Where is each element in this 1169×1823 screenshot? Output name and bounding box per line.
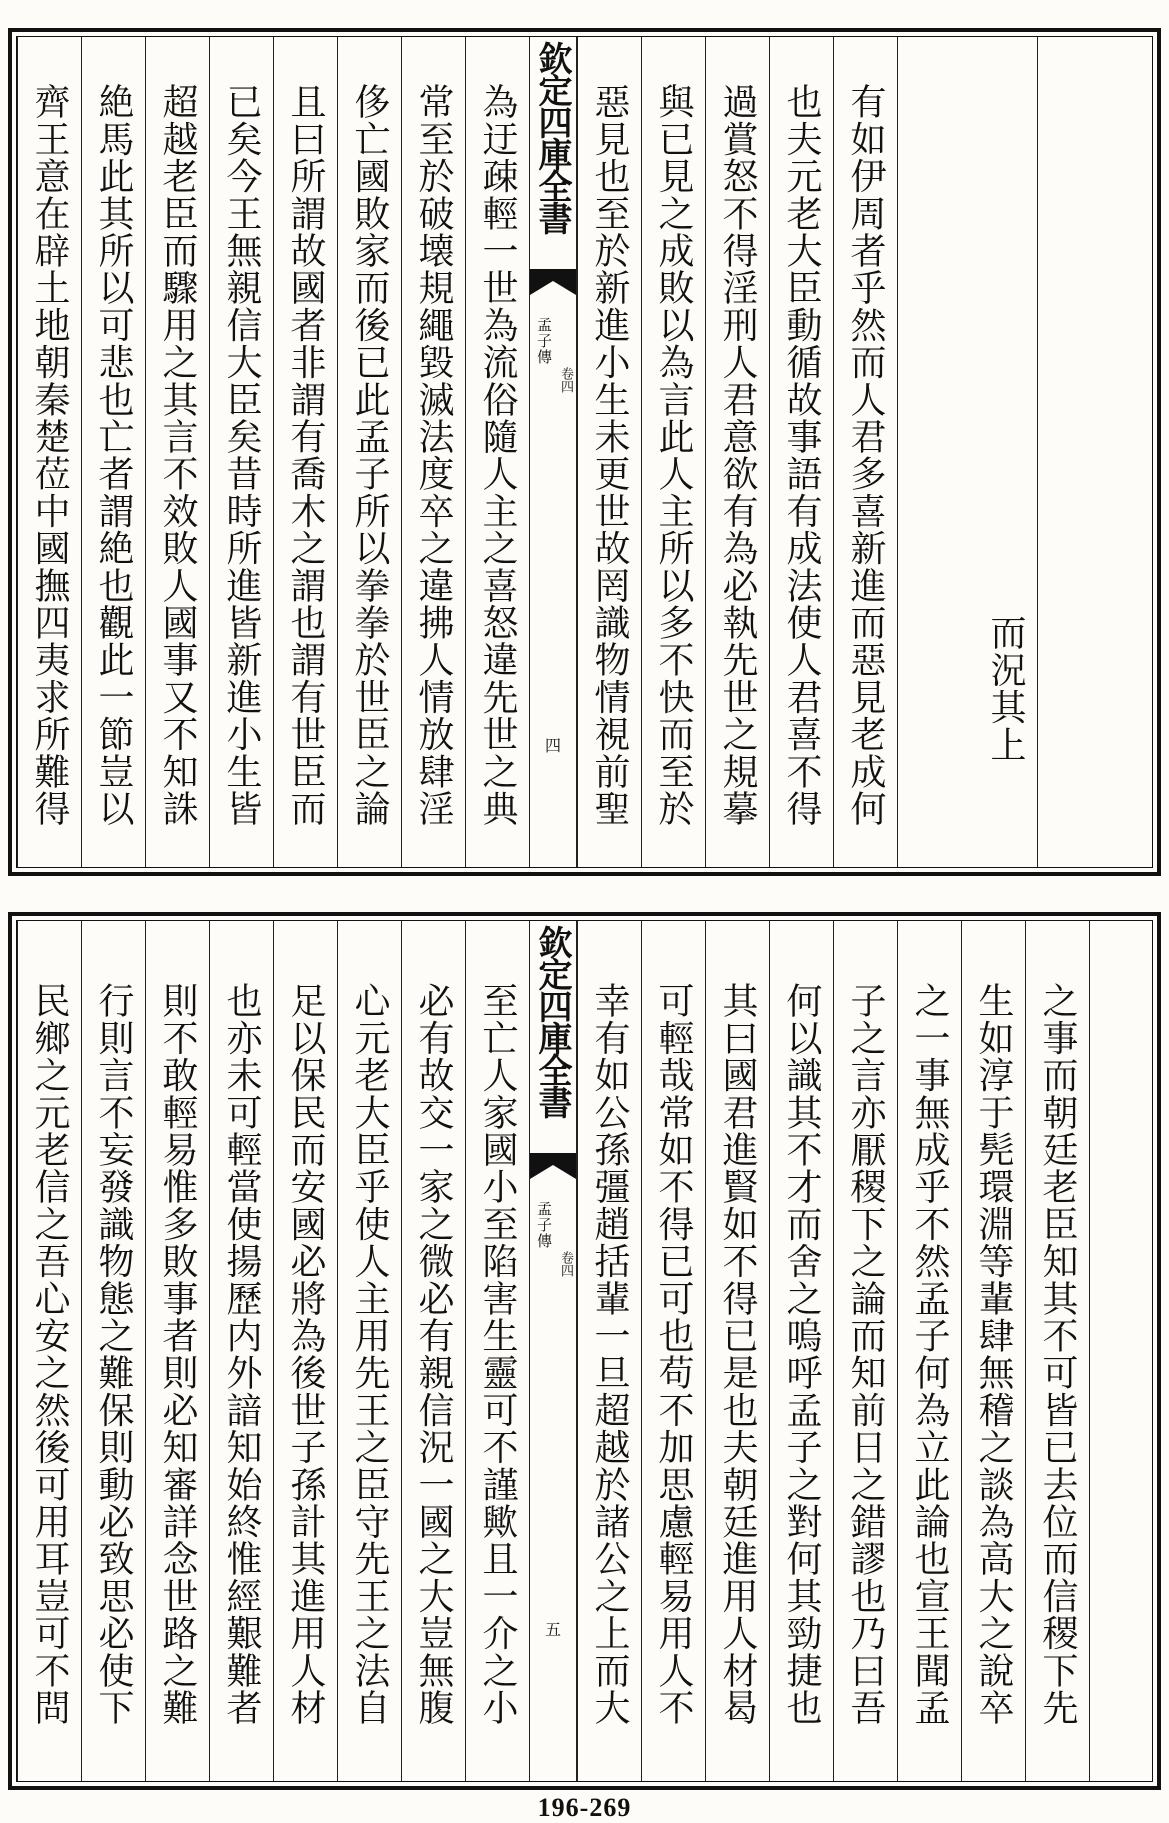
column-text: 惡見也至於新進小生未更世故罔識物情視前聖 (589, 83, 630, 827)
column-text: 為迂疎輕一世為流俗隨人主之喜怒違先世之典 (477, 83, 518, 827)
text-column (81, 921, 145, 1781)
column-text: 常至於破壊規繩毀滅法度卒之違拂人情放肆淫 (413, 83, 454, 827)
text-column (209, 921, 273, 1781)
column-text: 侈亡國敗家而後已此孟子所以拳拳於世臣之論 (349, 83, 390, 827)
column-text: 其曰國君進賢如不得已是也夫朝廷進用人材曷 (717, 982, 758, 1726)
text-column (81, 37, 145, 867)
column-text: 何以識其不才而舍之嗚呼孟子之對何其勁捷也 (781, 982, 822, 1726)
text-column (897, 921, 961, 1781)
text-column (273, 37, 337, 867)
text-column (577, 921, 641, 1781)
column-text: 生如淳于髡環淵等輩肆無稽之談為高大之說卒 (973, 982, 1014, 1726)
text-column (401, 921, 465, 1781)
page-top (8, 28, 1161, 876)
column-text: 齊王意在辟土地朝秦楚莅中國撫四夷求所難得 (29, 83, 70, 827)
text-column (705, 37, 769, 867)
text-column (705, 921, 769, 1781)
text-column (769, 37, 833, 867)
column-text: 與已見之成敗以為言此人主所以多不快而至於 (653, 83, 694, 827)
column-text: 過賞怒不得淫刑人君意欲有為必執先世之規摹 (717, 83, 758, 827)
page-frame (16, 920, 1153, 1782)
collection-title: 欽定四庫全書 (532, 41, 572, 233)
column-text: 已矣今王無親信大臣矣昔時所進皆新進小生皆 (221, 83, 262, 827)
column-text: 有如伊周者乎然而人君多喜新進而惡見老成何 (845, 83, 886, 827)
text-column (337, 921, 401, 1781)
chapter-label: 卷四 (558, 1251, 573, 1277)
text-column (17, 921, 81, 1781)
fishtail-mark-icon (530, 269, 576, 295)
column-text: 之事而朝廷老臣知其不可皆已去位而信稷下先 (1037, 982, 1078, 1726)
text-column (897, 37, 1037, 867)
column-text: 超越老臣而驟用之其言不效敗人國事又不知誅 (157, 83, 198, 827)
text-column (1025, 921, 1089, 1781)
column-text: 足以保民而安國必將為後世子孫計其進用人材 (285, 982, 326, 1726)
column-text: 至亡人家國小至陷害生靈可不謹歟且一介之小 (477, 982, 518, 1726)
text-column (465, 921, 529, 1781)
text-column (465, 37, 529, 867)
column-text: 則不敢輕易惟多敗事者則必知審詳念世路之難 (157, 982, 198, 1726)
text-column (577, 37, 641, 867)
text-column (337, 37, 401, 867)
page-reference: 196-269 (537, 1793, 632, 1822)
text-column (145, 921, 209, 1781)
text-column (833, 921, 897, 1781)
column-text: 之一事無成乎不然孟子何為立此論也宣王聞孟 (909, 982, 950, 1726)
column-text: 也亦未可輕當使揚歷内外諳知始終惟經艱難者 (221, 982, 262, 1726)
page-number: 五 (544, 1620, 561, 1639)
text-column (769, 921, 833, 1781)
text-column (641, 37, 705, 867)
page-number: 四 (544, 736, 561, 755)
column-text: 且曰所謂故國者非謂有喬木之謂也謂有世臣而 (285, 83, 326, 827)
text-column (961, 921, 1025, 1781)
column-text: 可輕哉常如不得已可也苟不加思慮輕易用人不 (653, 982, 694, 1726)
column-text: 子之言亦厭稷下之論而知前日之錯謬也乃曰吾 (845, 982, 886, 1726)
column-text: 也夫元老大臣動循故事語有成法使人君喜不得 (781, 83, 822, 827)
column-text: 必有故交一家之微必有親信況一國之大豈無腹 (413, 982, 454, 1726)
collection-title: 欽定四庫全書 (532, 925, 572, 1117)
column-text: 幸有如公孫彊趙括輩一旦超越於諸公之上而大 (589, 982, 630, 1726)
column-text: 而況其上 (985, 613, 1026, 763)
blank-column (1089, 921, 1153, 1781)
text-column (401, 37, 465, 867)
center-fold (529, 921, 577, 1781)
blank-column (1037, 37, 1153, 867)
text-column (833, 37, 897, 867)
column-text: 絶馬此其所以可悲也亡者謂絶也觀此一節豈以 (93, 83, 134, 827)
text-column (145, 37, 209, 867)
page-bottom (8, 912, 1161, 1790)
column-text: 民鄉之元老信之吾心安之然後可用耳豈可不問 (29, 982, 70, 1726)
text-column (17, 37, 81, 867)
fishtail-mark-icon (530, 1153, 576, 1179)
column-text: 心元老大臣乎使人主用先王之臣守先王之法自 (349, 982, 390, 1726)
chapter-label: 卷四 (558, 367, 573, 393)
column-text: 行則言不妄發識物態之難保則動必致思必使下 (93, 982, 134, 1726)
text-column (209, 37, 273, 867)
text-column (273, 921, 337, 1781)
text-column (641, 921, 705, 1781)
center-fold (529, 37, 577, 867)
page-frame (16, 36, 1153, 868)
book-title: 孟子傳 (535, 1201, 553, 1249)
book-title: 孟子傳 (535, 317, 553, 365)
